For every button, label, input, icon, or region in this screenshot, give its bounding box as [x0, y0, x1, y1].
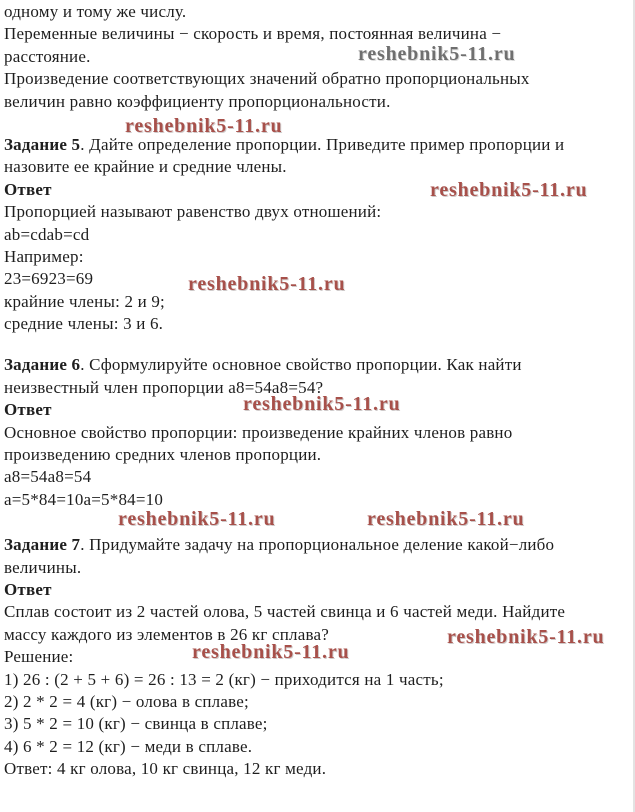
text-segment: . Дайте определение пропорции. Приведите пример пропорции и [80, 134, 565, 154]
text-line [4, 713, 629, 735]
text-line [4, 1, 629, 23]
text-line [4, 291, 629, 313]
text-line [4, 399, 629, 421]
bold-text-segment: Задание 6 [4, 355, 81, 375]
text-line [4, 444, 629, 466]
site-watermark: reshebnik5-11.ru [367, 508, 525, 530]
text-segment: произведению средних членов пропорции. [4, 445, 322, 465]
site-watermark: reshebnik5-11.ru [125, 115, 283, 137]
site-watermark: reshebnik5-11.ru [430, 179, 588, 201]
text-segment: 2) 2 * 2 = 4 (кг) − олова в сплаве; [4, 691, 249, 711]
text-line [4, 354, 629, 376]
site-watermark: reshebnik5-11.ru [188, 273, 346, 295]
text-segment: 1) 26 : (2 + 5 + 6) = 26 : 13 = 2 (кг) − приходится на 1 часть; [4, 669, 444, 689]
text-segment: массу каждого из элементов в 26 кг сплава? [4, 624, 329, 644]
text-line [4, 23, 629, 45]
text-line [4, 646, 629, 668]
text-line [4, 736, 629, 758]
text-line [4, 201, 629, 223]
bold-text-segment: Задание 7 [4, 535, 81, 555]
text-segment: 4) 6 * 2 = 12 (кг) − меди в сплаве. [4, 736, 253, 756]
text-segment: расстояние. [4, 46, 91, 66]
paragraph-block-intro-answer [4, 1, 629, 113]
text-line [4, 43, 629, 68]
text-line [4, 224, 629, 246]
text-line [4, 134, 629, 156]
text-segment: a8=54a8=54 [4, 467, 92, 487]
text-line [4, 246, 629, 268]
text-segment: Сплав состоит из 2 частей олова, 5 частей свинца и 6 частей меди. Найдите [4, 602, 566, 622]
text-segment: Произведение соответствующих значений обратно пропорциональных [4, 69, 530, 89]
text-segment: Основное свойство пропорции: произведение крайних членов равно [4, 422, 513, 442]
site-watermark: reshebnik5-11.ru [118, 508, 276, 530]
paragraph-block-task-7 [4, 534, 629, 780]
text-line [4, 624, 629, 646]
paragraph-block-task-6 [4, 354, 629, 511]
site-watermark: reshebnik5-11.ru [192, 641, 350, 663]
text-line [4, 377, 629, 399]
paragraph-block-task-5 [4, 134, 629, 336]
site-watermark: reshebnik5-11.ru [447, 626, 605, 648]
text-segment: Пропорцией называют равенство двух отношений: [4, 202, 382, 222]
text-line [4, 466, 629, 488]
text-segment: назовите ее крайние и средние члены. [4, 157, 287, 177]
text-segment: одному и тому же числу. [4, 2, 187, 21]
text-line [4, 758, 629, 780]
bold-text-segment: Ответ [4, 400, 52, 420]
text-segment: Например: [4, 246, 84, 266]
text-segment: неизвестный член пропорции a8=54a8=54? [4, 377, 324, 397]
bold-text-segment: Ответ [4, 579, 52, 599]
text-line [4, 534, 629, 556]
text-segment: a=5*84=10a=5*84=10 [4, 489, 164, 509]
site-watermark: reshebnik5-11.ru [358, 43, 516, 65]
text-line [4, 489, 629, 511]
text-line [4, 179, 629, 201]
bold-text-segment: Задание 5 [4, 134, 81, 154]
text-segment: величины. [4, 557, 82, 577]
text-line [4, 422, 629, 444]
text-line [4, 557, 629, 579]
text-line [4, 691, 629, 713]
site-watermark: reshebnik5-11.ru [243, 393, 401, 415]
text-line [4, 68, 629, 90]
text-segment: средние члены: 3 и 6. [4, 314, 164, 334]
text-segment: Решение: [4, 647, 74, 667]
text-line [4, 669, 629, 691]
text-segment: . Сформулируйте основное свойство пропорции. Как найти [80, 355, 522, 375]
text-line [4, 91, 629, 113]
text-line [4, 156, 629, 178]
text-segment: крайние члены: 2 и 9; [4, 291, 165, 311]
bold-text-segment: Ответ [4, 179, 52, 199]
text-line [4, 601, 629, 623]
text-line [4, 268, 629, 290]
text-segment: Переменные величины − скорость и время, постоянная величина − [4, 24, 502, 44]
text-line [4, 313, 629, 335]
text-segment: . Придумайте задачу на пропорциональное деление какой−либо [80, 535, 555, 555]
text-segment: 23=6923=69 [4, 269, 94, 289]
text-line [4, 579, 629, 601]
text-segment: величин равно коэффициенту пропорциональности. [4, 91, 391, 111]
text-segment: ab=cdab=cd [4, 224, 90, 244]
text-segment: Ответ: 4 кг олова, 10 кг свинца, 12 кг меди. [4, 759, 327, 779]
text-segment: 3) 5 * 2 = 10 (кг) − свинца в сплаве; [4, 714, 268, 734]
